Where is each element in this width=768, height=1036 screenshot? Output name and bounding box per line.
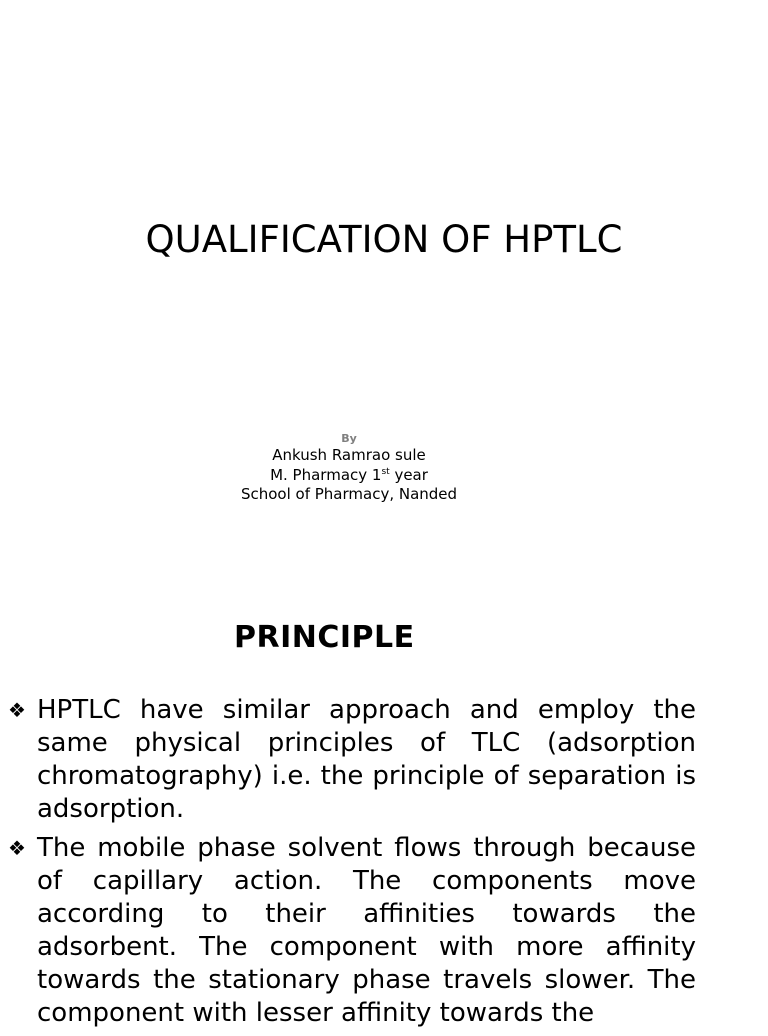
course-line — [232, 466, 466, 486]
principle-bullet-list — [8, 694, 696, 1036]
bullet-text: HPTLC have similar approach and employ the same physical principles of TLC (adsorption chromatography) i.e. the principle of separation is adsorption. — [37, 695, 696, 824]
author-block — [232, 432, 466, 505]
institution: School of Pharmacy, Nanded — [240, 485, 458, 503]
author-name: Ankush Ramrao sule — [272, 446, 426, 464]
principle-heading: PRINCIPLE — [234, 620, 415, 655]
slide-title: QUALIFICATION OF HPTLC — [145, 218, 623, 261]
course-prefix: M. Pharmacy 1 — [270, 465, 382, 484]
course-superscript: st — [381, 466, 390, 477]
bullet-text: The mobile phase solvent flows through because of capillary action. The components move according to their affinities towards the adsorbent. The component with more affinity towards the stationary phase travels slower. The component with lesser affinity towards the — [37, 833, 696, 1028]
course-suffix: year — [389, 465, 428, 484]
bullet-item — [8, 694, 696, 826]
by-label: By — [341, 432, 357, 445]
diamond-bullet-icon: ❖ — [8, 836, 26, 860]
bullet-item — [8, 832, 696, 1030]
diamond-bullet-icon: ❖ — [8, 698, 26, 722]
